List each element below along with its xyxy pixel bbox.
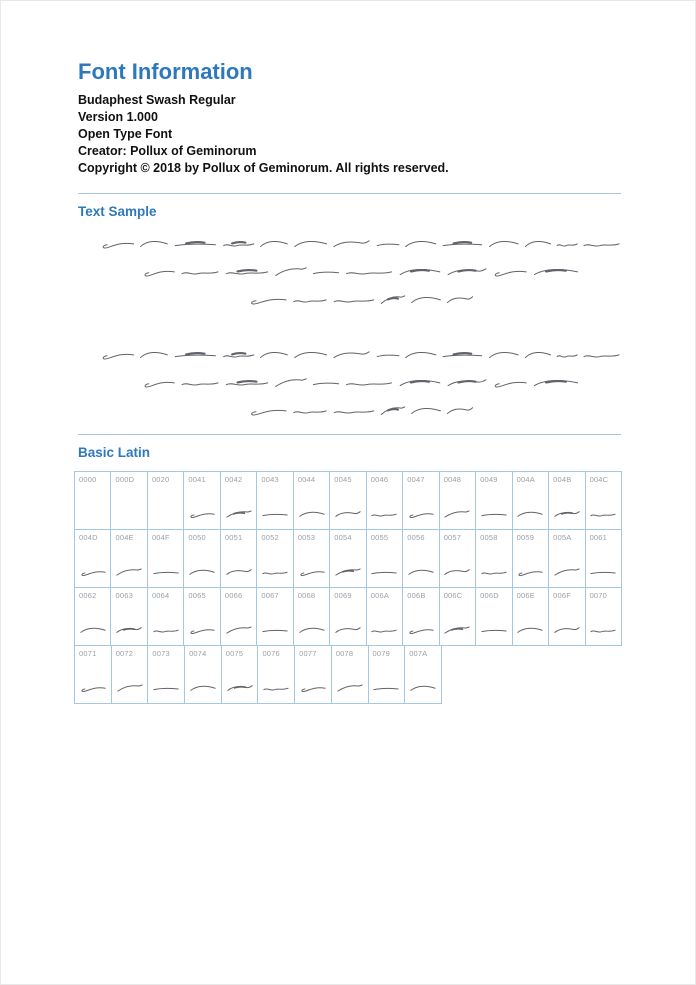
- swash-glyph: [224, 374, 270, 390]
- glyph-code-label: 004D: [79, 533, 98, 542]
- swash-glyph: [488, 235, 520, 251]
- swash-glyph: [180, 263, 220, 279]
- glyph-code-label: 0069: [334, 591, 352, 600]
- swash-glyph: [292, 291, 328, 307]
- glyph-cell-0045: [329, 471, 366, 530]
- glyph-cell-000d: [110, 471, 147, 530]
- font-info-page: [1, 1, 695, 704]
- glyph-cell-0077: [294, 645, 332, 704]
- glyph-cell-006a: [366, 587, 403, 646]
- glyph-code-label: 0064: [151, 591, 170, 600]
- glyph-cell-006e: [512, 587, 549, 646]
- swash-glyph: [371, 623, 398, 636]
- swash-glyph: [371, 565, 398, 578]
- text-sample-line: [100, 291, 621, 307]
- glyph-code-label: 0050: [188, 533, 206, 542]
- glyph-cell-0073: [147, 645, 185, 704]
- glyph-cell-0079: [368, 645, 406, 704]
- glyph-code-label: 0078: [335, 649, 354, 658]
- font-meta-line: Creator: Pollux of Geminorum: [78, 144, 257, 158]
- glyph-code-label: 005A: [553, 533, 572, 542]
- swash-glyph: [407, 565, 434, 578]
- text-sample-section: [78, 193, 621, 418]
- swash-glyph: [380, 291, 406, 307]
- swash-glyph: [398, 374, 442, 390]
- glyph-cell-0052: [256, 529, 293, 588]
- swash-glyph: [298, 565, 325, 578]
- glyph-cell-004b: [548, 471, 585, 530]
- text-sample-block: [78, 346, 621, 418]
- glyph-code-label: 004B: [553, 475, 572, 484]
- glyph-code-label: 006F: [553, 591, 571, 600]
- glyph-code-label: 0045: [334, 475, 352, 484]
- glyph-cell-0055: [366, 529, 403, 588]
- glyph-cell-006d: [475, 587, 512, 646]
- glyph-code-label: 0049: [480, 475, 498, 484]
- swash-glyph: [524, 346, 552, 362]
- swash-glyph: [582, 235, 621, 251]
- basic-latin-heading: Basic Latin: [78, 445, 151, 460]
- swash-glyph: [225, 507, 252, 520]
- swash-glyph: [446, 374, 488, 390]
- swash-glyph: [274, 263, 308, 279]
- glyph-cell-0072: [111, 645, 149, 704]
- font-meta-line: Copyright © 2018 by Pollux of Geminorum. All rights reserved.: [78, 161, 449, 175]
- swash-glyph: [142, 263, 176, 279]
- swash-glyph: [224, 263, 270, 279]
- glyph-cell-0071: [74, 645, 112, 704]
- glyph-code-label: 0054: [334, 533, 352, 542]
- glyph-cell-005a: [548, 529, 585, 588]
- glyph-cell-004f: [147, 529, 184, 588]
- glyph-cell-0070: [585, 587, 622, 646]
- swash-glyph: [344, 263, 394, 279]
- swash-glyph: [553, 507, 580, 520]
- swash-glyph: [398, 263, 442, 279]
- swash-glyph: [173, 346, 218, 362]
- glyph-cell-0049: [475, 471, 512, 530]
- glyph-code-label: 006D: [480, 591, 499, 600]
- glyph-cell-0047: [402, 471, 439, 530]
- glyph-cell-0020: [147, 471, 184, 530]
- glyph-cell-0059: [512, 529, 549, 588]
- glyph-cell-0074: [184, 645, 222, 704]
- glyph-code-label: 0063: [115, 591, 133, 600]
- swash-glyph: [532, 263, 580, 279]
- glyph-code-label: 0000: [79, 475, 97, 484]
- swash-glyph: [517, 565, 544, 578]
- swash-glyph: [492, 374, 528, 390]
- swash-glyph: [332, 235, 371, 251]
- glyph-table-row: [74, 471, 621, 530]
- glyph-cell-0058: [475, 529, 512, 588]
- swash-glyph: [299, 681, 326, 694]
- glyph-cell-0050: [183, 529, 220, 588]
- glyph-table-row: [74, 530, 621, 588]
- glyph-code-label: 004A: [516, 475, 535, 484]
- glyph-code-label: 0046: [370, 475, 389, 484]
- glyph-code-label: 0056: [407, 533, 425, 542]
- glyph-code-label: 0053: [297, 533, 316, 542]
- glyph-code-label: 0041: [188, 475, 206, 484]
- text-sample-line: [100, 346, 621, 362]
- swash-glyph: [225, 623, 252, 636]
- text-sample-block: [78, 235, 621, 307]
- glyph-cell-0067: [256, 587, 293, 646]
- glyph-cell-0063: [110, 587, 147, 646]
- swash-glyph: [248, 402, 288, 418]
- swash-glyph: [488, 346, 520, 362]
- glyph-code-label: 0074: [189, 649, 207, 658]
- swash-glyph: [517, 623, 544, 636]
- glyph-code-label: 007A: [409, 649, 428, 658]
- glyph-code-label: 0068: [297, 591, 316, 600]
- glyph-cell-0048: [439, 471, 476, 530]
- swash-glyph: [100, 235, 135, 251]
- glyph-table: [74, 471, 621, 704]
- swash-glyph: [263, 681, 290, 694]
- swash-glyph: [336, 681, 363, 694]
- swash-glyph: [553, 565, 580, 578]
- font-meta-block: [78, 92, 621, 177]
- swash-glyph: [371, 507, 398, 520]
- glyph-cell-0043: [256, 471, 293, 530]
- swash-glyph: [262, 623, 289, 636]
- glyph-code-label: 0058: [480, 533, 498, 542]
- glyph-cell-0057: [439, 529, 476, 588]
- glyph-cell-004a: [512, 471, 549, 530]
- swash-glyph: [79, 565, 106, 578]
- swash-glyph: [152, 623, 179, 636]
- swash-glyph: [590, 507, 617, 520]
- glyph-cell-0054: [329, 529, 366, 588]
- glyph-cell-0041: [183, 471, 220, 530]
- glyph-code-label: 0067: [261, 591, 279, 600]
- glyph-code-label: 0066: [224, 591, 243, 600]
- glyph-code-label: 0079: [372, 649, 390, 658]
- swash-glyph: [116, 623, 143, 636]
- swash-glyph: [79, 623, 106, 636]
- swash-glyph: [116, 681, 143, 694]
- swash-glyph: [407, 507, 434, 520]
- text-sample-line: [100, 235, 621, 251]
- swash-glyph: [332, 346, 371, 362]
- swash-glyph: [79, 681, 106, 694]
- glyph-code-label: 004C: [589, 475, 609, 484]
- glyph-code-label: 006C: [443, 591, 463, 600]
- swash-glyph: [225, 565, 252, 578]
- glyph-cell-0064: [147, 587, 184, 646]
- font-meta-line: Version 1.000: [78, 110, 158, 124]
- swash-glyph: [380, 402, 406, 418]
- page-title: Font Information: [78, 59, 253, 84]
- swash-glyph: [293, 346, 328, 362]
- glyph-code-label: 000D: [115, 475, 135, 484]
- swash-glyph: [312, 263, 340, 279]
- swash-glyph: [222, 346, 256, 362]
- swash-glyph: [446, 263, 488, 279]
- section-divider: [78, 193, 621, 194]
- glyph-code-label: 006A: [370, 591, 390, 600]
- swash-glyph: [446, 402, 474, 418]
- swash-glyph: [376, 346, 400, 362]
- glyph-cell-006f: [548, 587, 585, 646]
- document-header: [78, 59, 621, 177]
- swash-glyph: [173, 235, 218, 251]
- swash-glyph: [222, 235, 256, 251]
- swash-glyph: [410, 402, 442, 418]
- swash-glyph: [116, 565, 143, 578]
- section-divider: [78, 434, 621, 435]
- swash-glyph: [590, 565, 617, 578]
- glyph-cell-0046: [366, 471, 403, 530]
- text-sample-line: [100, 402, 621, 418]
- glyph-cell-0076: [257, 645, 295, 704]
- glyph-cell-0069: [329, 587, 366, 646]
- glyph-cell-0042: [220, 471, 257, 530]
- glyph-code-label: 0052: [261, 533, 279, 542]
- glyph-code-label: 0076: [262, 649, 280, 658]
- swash-glyph: [332, 402, 376, 418]
- glyph-cell-0053: [293, 529, 330, 588]
- swash-glyph: [444, 623, 471, 636]
- swash-glyph: [259, 346, 289, 362]
- basic-latin-section: [78, 434, 621, 704]
- glyph-cell-006c: [439, 587, 476, 646]
- glyph-cell-007a: [404, 645, 442, 704]
- glyph-code-label: 0070: [589, 591, 608, 600]
- glyph-code-label: 006E: [516, 591, 535, 600]
- glyph-code-label: 0020: [151, 475, 170, 484]
- swash-glyph: [298, 507, 325, 520]
- swash-glyph: [262, 565, 289, 578]
- swash-glyph: [153, 681, 180, 694]
- glyph-code-label: 0071: [79, 649, 97, 658]
- glyph-code-label: 0065: [188, 591, 206, 600]
- swash-glyph: [404, 235, 438, 251]
- glyph-cell-0066: [220, 587, 257, 646]
- swash-glyph: [248, 291, 288, 307]
- swash-glyph: [292, 402, 328, 418]
- glyph-code-label: 0042: [224, 475, 243, 484]
- swash-glyph: [556, 346, 578, 362]
- swash-glyph: [524, 235, 552, 251]
- font-meta-line: Open Type Font: [78, 127, 173, 141]
- swash-glyph: [404, 346, 438, 362]
- swash-glyph: [480, 565, 507, 578]
- glyph-cell-004e: [110, 529, 147, 588]
- swash-glyph: [293, 235, 328, 251]
- swash-glyph: [407, 623, 434, 636]
- swash-glyph: [582, 346, 621, 362]
- glyph-cell-0075: [221, 645, 259, 704]
- glyph-code-label: 0077: [299, 649, 317, 658]
- glyph-code-label: 0048: [443, 475, 462, 484]
- glyph-cell-006b: [402, 587, 439, 646]
- glyph-code-label: 0043: [261, 475, 279, 484]
- text-sample-heading: Text Sample: [78, 204, 157, 219]
- text-sample-line: [100, 263, 621, 279]
- glyph-code-label: 0055: [370, 533, 389, 542]
- glyph-code-label: 004E: [115, 533, 134, 542]
- swash-glyph: [441, 235, 484, 251]
- swash-glyph: [189, 507, 216, 520]
- swash-glyph: [312, 374, 340, 390]
- glyph-code-label: 0059: [516, 533, 535, 542]
- glyph-cell-0044: [293, 471, 330, 530]
- swash-glyph: [189, 681, 216, 694]
- swash-glyph: [274, 374, 308, 390]
- glyph-table-row: [74, 588, 621, 646]
- swash-glyph: [517, 507, 544, 520]
- glyph-code-label: 006B: [407, 591, 426, 600]
- swash-glyph: [590, 623, 617, 636]
- swash-glyph: [139, 235, 169, 251]
- swash-glyph: [335, 623, 362, 636]
- swash-glyph: [556, 235, 578, 251]
- swash-glyph: [226, 681, 253, 694]
- glyph-cell-0061: [585, 529, 622, 588]
- text-sample-blocks: [78, 235, 621, 418]
- glyph-code-label: 0047: [407, 475, 425, 484]
- swash-glyph: [480, 623, 507, 636]
- swash-glyph: [444, 565, 471, 578]
- glyph-cell-0051: [220, 529, 257, 588]
- glyph-table-row: [74, 646, 621, 704]
- swash-glyph: [100, 346, 135, 362]
- glyph-cell-004d: [74, 529, 111, 588]
- swash-glyph: [189, 565, 216, 578]
- swash-glyph: [139, 346, 169, 362]
- swash-glyph: [410, 681, 437, 694]
- swash-glyph: [441, 346, 484, 362]
- glyph-code-label: 0073: [152, 649, 170, 658]
- swash-glyph: [492, 263, 528, 279]
- glyph-cell-0065: [183, 587, 220, 646]
- swash-glyph: [376, 235, 400, 251]
- glyph-cell-0078: [331, 645, 369, 704]
- glyph-code-label: 004F: [151, 533, 170, 542]
- glyph-code-label: 0051: [224, 533, 243, 542]
- glyph-code-label: 0075: [225, 649, 244, 658]
- glyph-cell-0056: [402, 529, 439, 588]
- swash-glyph: [262, 507, 289, 520]
- swash-glyph: [332, 291, 376, 307]
- swash-glyph: [480, 507, 507, 520]
- swash-glyph: [152, 565, 179, 578]
- swash-glyph: [335, 507, 362, 520]
- swash-glyph: [180, 374, 220, 390]
- swash-glyph: [298, 623, 325, 636]
- swash-glyph: [344, 374, 394, 390]
- font-meta-line: Budaphest Swash Regular: [78, 93, 236, 107]
- glyph-cell-0062: [74, 587, 111, 646]
- text-sample-line: [100, 374, 621, 390]
- swash-glyph: [446, 291, 474, 307]
- swash-glyph: [373, 681, 400, 694]
- swash-glyph: [410, 291, 442, 307]
- glyph-code-label: 0061: [589, 533, 608, 542]
- swash-glyph: [335, 565, 362, 578]
- glyph-cell-0068: [293, 587, 330, 646]
- swash-glyph: [532, 374, 580, 390]
- glyph-code-label: 0062: [79, 591, 97, 600]
- glyph-code-label: 0057: [443, 533, 462, 542]
- glyph-cell-004c: [585, 471, 622, 530]
- glyph-cell-0000: [74, 471, 111, 530]
- swash-glyph: [444, 507, 471, 520]
- swash-glyph: [142, 374, 176, 390]
- glyph-code-label: 0044: [297, 475, 316, 484]
- swash-glyph: [553, 623, 580, 636]
- swash-glyph: [259, 235, 289, 251]
- swash-glyph: [189, 623, 216, 636]
- glyph-code-label: 0072: [115, 649, 134, 658]
